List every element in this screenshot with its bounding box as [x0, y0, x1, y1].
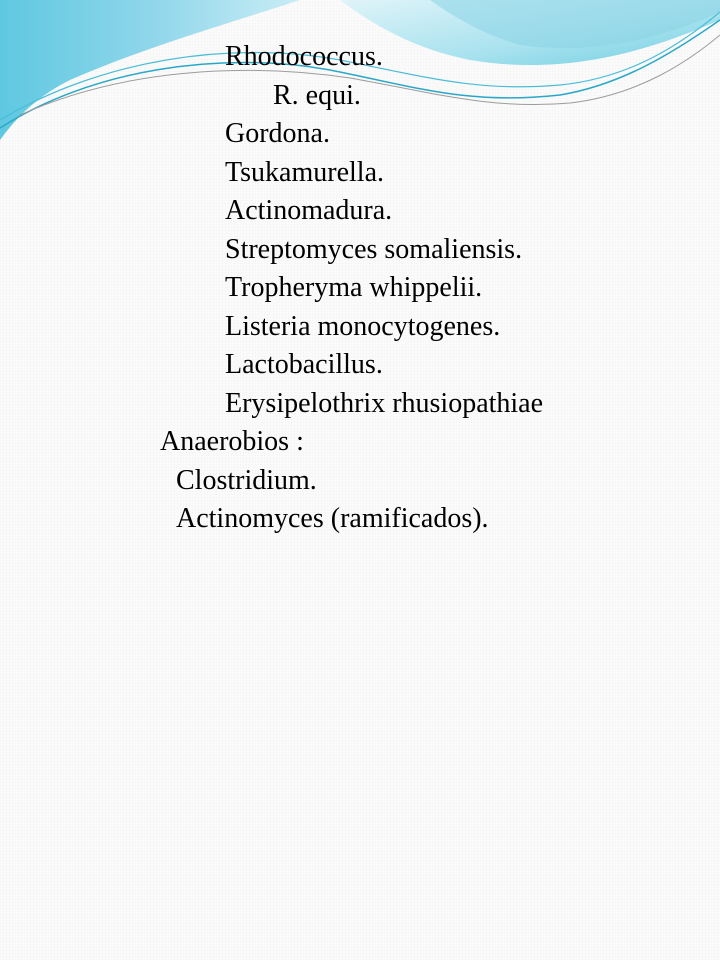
- list-item: Tropheryma whippelii.: [225, 272, 483, 303]
- list-item: Actinomadura.: [225, 195, 393, 226]
- list-item: Listeria monocytogenes.: [225, 310, 501, 342]
- list-item: Rhodococcus.: [225, 41, 383, 72]
- list-item: Erysipelothrix rhusiopathiae: [225, 387, 544, 419]
- list-item-species: R. equi.: [273, 79, 361, 111]
- list-item-anaerobe: Clostridium.: [176, 464, 317, 496]
- list-item: Gordona.: [225, 118, 330, 149]
- list-item: Tsukamurella.: [225, 156, 384, 188]
- list-item: Streptomyces somaliensis.: [225, 233, 523, 265]
- list-item-anaerobe: Actinomyces (ramificados).: [176, 503, 489, 534]
- slide-content: [0, 38, 720, 539]
- anaerobes-heading: Anaerobios :: [160, 426, 304, 457]
- list-item: Lactobacillus.: [225, 349, 383, 380]
